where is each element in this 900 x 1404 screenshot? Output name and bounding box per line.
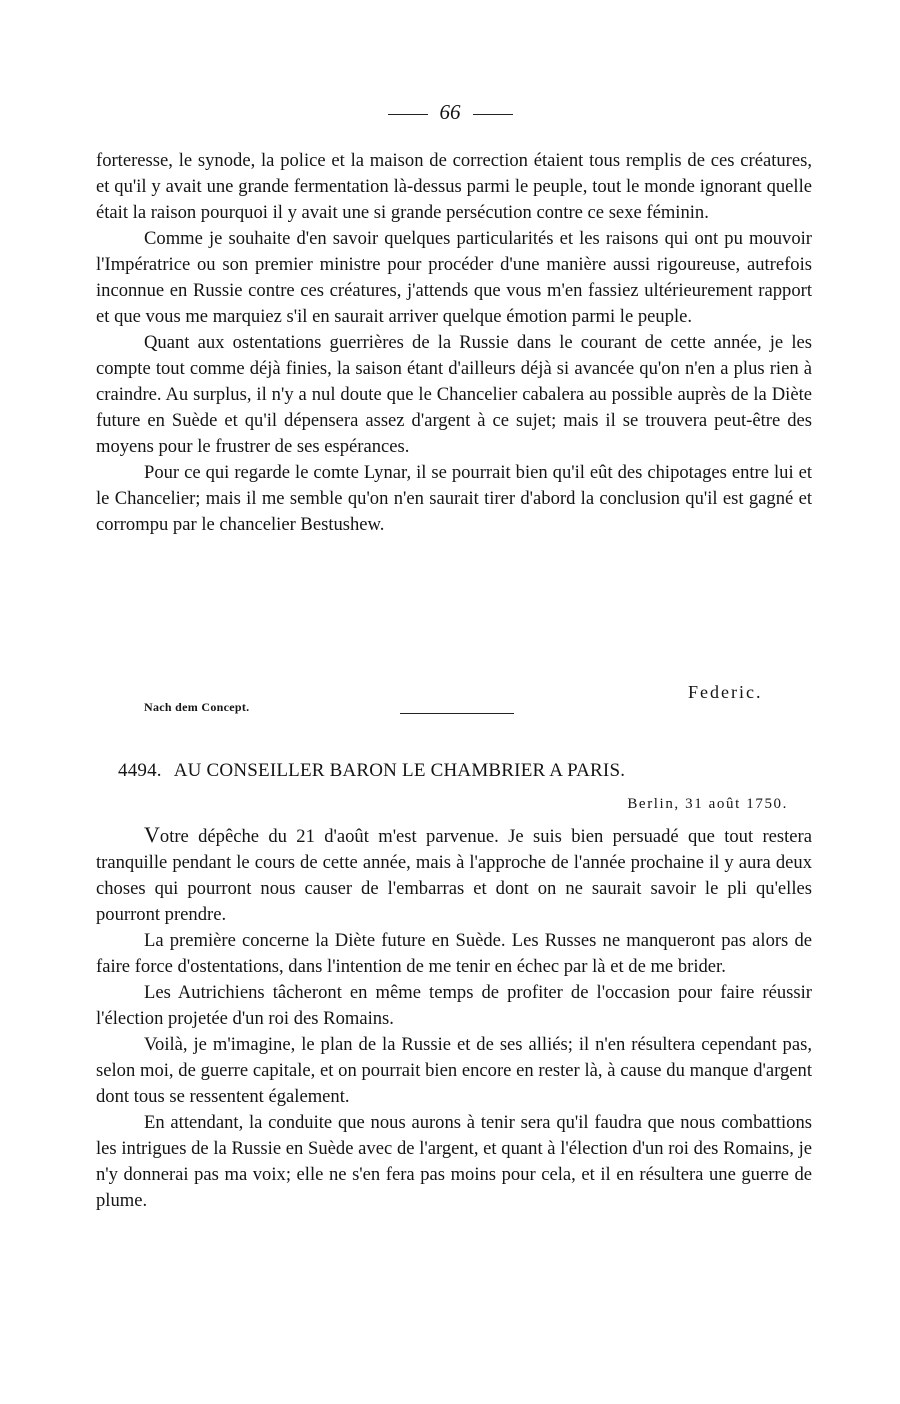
paragraph: La première concerne la Diète future en Suède. Les Russes ne manqueront pas alors de faire force d'ostentations, dans l'intention de me tenir en échec par là et de me brider. xyxy=(96,930,812,977)
document-heading xyxy=(118,760,818,782)
document-title: AU CONSEILLER BARON LE CHAMBRIER A PARIS. xyxy=(173,760,626,781)
page-number: 66 xyxy=(439,100,461,124)
paragraph: forteresse, le synode, la police et la maison de correction étaient tous remplis de ces créatures, et qu'il y avait une grande fermentation là-dessus parmi le peuple, tout le monde ignorant quelle était la raison pourquoi il y avait une si grande persécution contre ce sexe féminin. xyxy=(96,150,812,223)
continued-letter xyxy=(96,148,812,538)
initial-letter: V xyxy=(144,822,160,847)
paragraph: Quant aux ostentations guerrières de la Russie dans le courant de cette année, je les compte tout comme déjà finies, la saison étant d'ailleurs déjà si avancée qu'on n'en a plus rien à craindre. Au surplus, il n'y a nul doute que le Chancelier cabalera au possible auprès de la Diète future en Suède et qu'il dépensera assez d'argent à ce sujet; mais il se trouvera peut-être des moyens pour le frustrer de ses espérances. xyxy=(96,332,812,457)
dateline: Berlin, 31 août 1750. xyxy=(627,796,788,812)
paragraph: Comme je souhaite d'en savoir quelques particularités et les raisons qui ont pu mouvoir l'Impératrice ou son premier ministre pour procéder d'une manière aussi rigoureuse, autrefois inconnue en Russie contre ces créatures, j'attends que vous m'en fassiez ultérieurement rapport et que vous me marquiez s'il en saurait arriver quelque émotion parmi le peuple. xyxy=(96,228,812,327)
paragraph: En attendant, la conduite que nous aurons à tenir sera qu'il faudra que nous combattions les intrigues de la Russie en Suède avec de l'argent, et quant à l'élection d'un roi des Romains, je n'y donnerai pas ma voix; elle ne s'en fera pas moins pour cela, et il en résultera une guerre de plume. xyxy=(96,1112,812,1211)
paragraph: Voilà, je m'imagine, le plan de la Russie et de ses alliés; il n'en résultera cependant pas, selon moi, de guerre capitale, et on pourrait bien encore en rester là, à cause du manque d'argent dont tous se ressentent également. xyxy=(96,1034,812,1107)
letter-body xyxy=(96,822,812,1214)
paragraph-text: otre dépêche du 21 d'août m'est parvenue. Je suis bien persuadé que tout restera tranquille pendant le cours de cette année, mais à l'approche de l'année prochaine il y aura deux choses qui pourront nous causer de l'embarras et dont on ne saurait savoir le pli qu'elles pourront prendre. xyxy=(96,826,812,925)
page-header xyxy=(0,100,900,125)
document-number: 4494. xyxy=(118,760,162,781)
section-divider xyxy=(400,713,514,714)
signature: Federic. xyxy=(688,682,763,702)
source-note: Nach dem Concept. xyxy=(144,700,250,714)
header-dash-left xyxy=(388,114,428,115)
paragraph: Les Autrichiens tâcheront en même temps de profiter de l'occasion pour faire réussir l'élection projetée d'un roi des Romains. xyxy=(96,982,812,1029)
paragraph: Pour ce qui regarde le comte Lynar, il se pourrait bien qu'il eût des chipotages entre lui et le Chancelier; mais il me semble qu'on n'en saurait tirer d'abord la conclusion qu'il est gagné et corrompu par le chancelier Bestushew. xyxy=(96,462,812,535)
header-dash-right xyxy=(473,114,513,115)
paragraph xyxy=(96,822,812,928)
